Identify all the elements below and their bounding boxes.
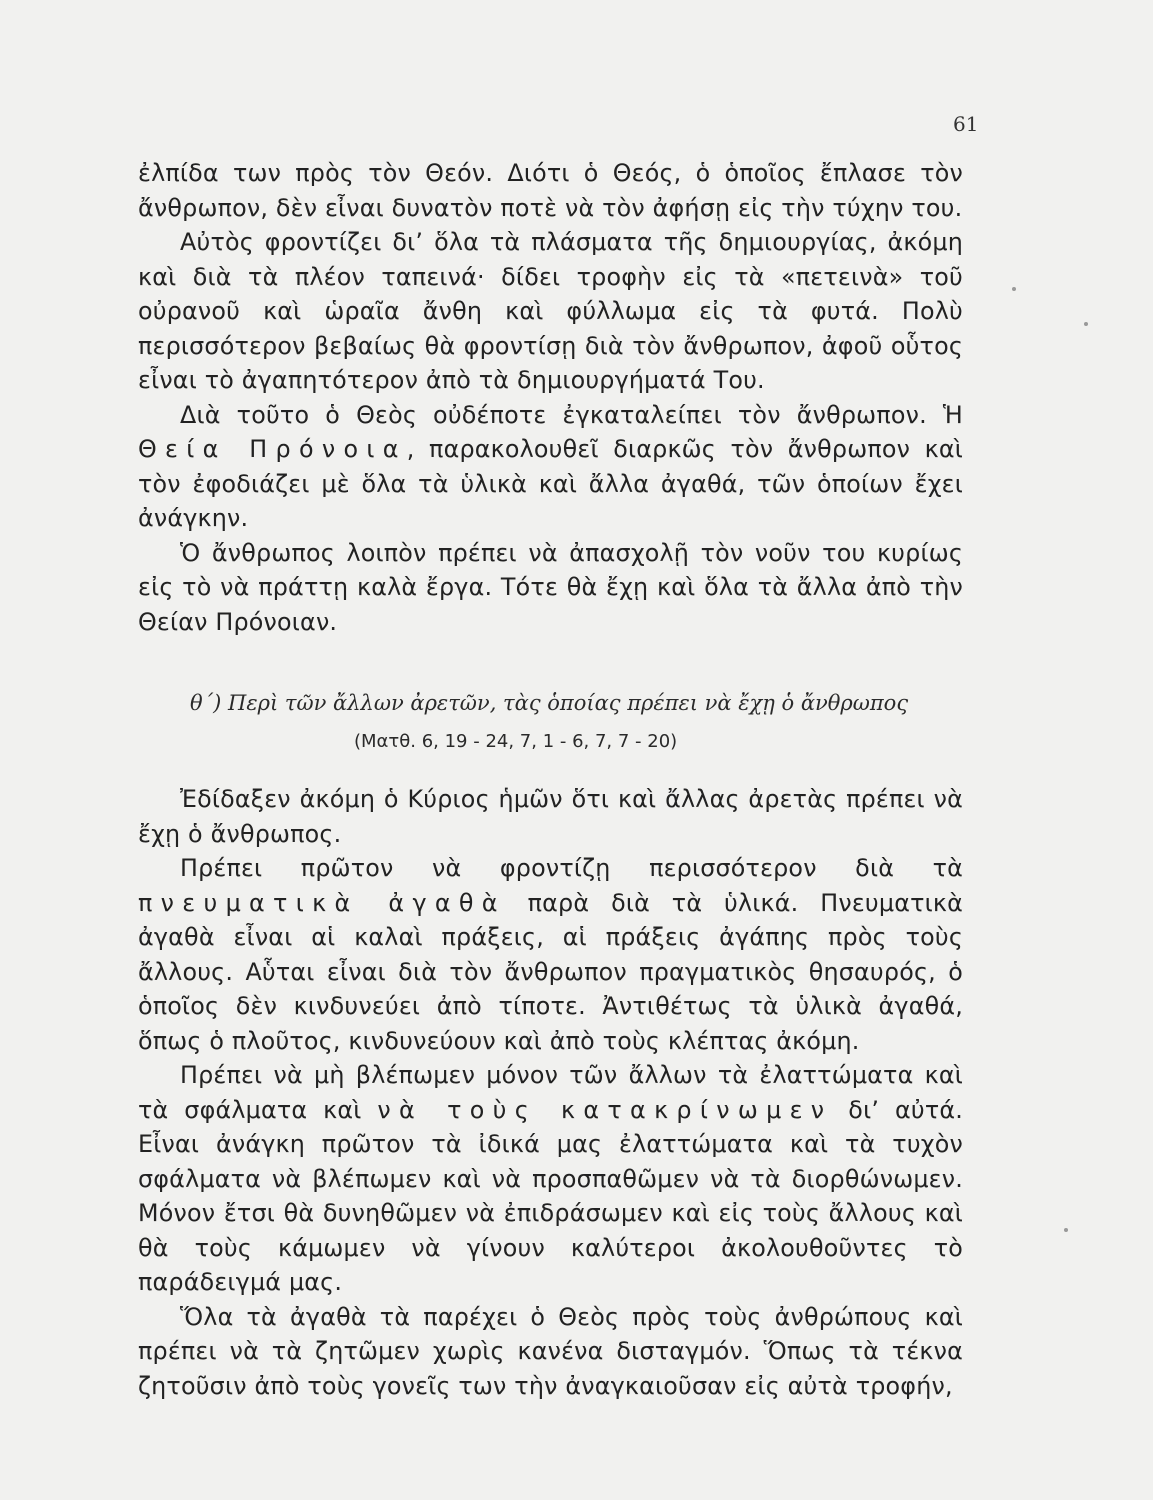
paragraph: Ὁ ἄνθρωπος λοιπὸν πρέπει νὰ ἀπασχολῇ τὸν νοῦν του κυρίως εἰς τὸ νὰ πράττῃ καλὰ ἔργα. Τότε θὰ ἔχῃ καὶ ὅλα τὰ ἄλλα ἀπὸ τὴν Θείαν Πρόνοιαν. (138, 538, 963, 636)
paragraph: Ὅλα τὰ ἀγαθὰ τὰ παρέχει ὁ Θεὸς πρὸς τοὺς ἀνθρώπους καὶ πρέπει νὰ τὰ ζητῶμεν χωρὶς κανένα δισταγμόν. Ὅπως τὰ τέκνα ζητοῦσιν ἀπὸ τοὺς γονεῖς των τὴν ἀναγκαιοῦσαν εἰς αὐτὰ τροφήν, (138, 1302, 963, 1400)
page-number: 61 (953, 112, 979, 136)
paragraph-text: Πρέπει πρῶτον νὰ φροντίζῃ περισσότερον διὰ τὰ (180, 854, 963, 882)
paper-speck (1064, 1228, 1068, 1232)
paragraph-text: Πρέπει νὰ μὴ βλέπωμεν μόνον τῶν ἄλλων τὰ ἐλαττώματα καὶ τὰ σφάλματα καὶ (138, 1061, 963, 1124)
paper-speck (1012, 287, 1016, 291)
paragraph-text: παρὰ διὰ τὰ ὑλικά. Πνευματικὰ ἀγαθὰ εἶναι αἱ καλαὶ πράξεις, αἱ πράξεις ἀγάπης πρὸς τοὺς ἄλλους. Αὗται εἶναι διὰ τὸν ἄνθρωπον πραγματικὸς θησαυρός, ὁ ὁποῖος δὲν κινδυνεύει ἀπὸ τίποτε. Ἀντιθέτως τὰ ὑλικὰ ἀγαθά, ὅπως ὁ πλοῦτος, κινδυνεύουν καὶ ἀπὸ τοὺς κλέπτας ἀκόμη. (138, 888, 964, 1055)
paragraph: ἐλπίδα των πρὸς τὸν Θεόν. Διότι ὁ Θεός, ὁ ὁποῖος ἔπλασε τὸν ἄνθρωπον, δὲν εἶναι δυνατὸν ποτὲ νὰ τὸν ἀφήσῃ εἰς τὴν τύχην του. (138, 159, 963, 222)
text-block-bottom (138, 782, 963, 1403)
paper-speck (1084, 322, 1088, 326)
paragraph (138, 1058, 963, 1300)
paragraph (138, 398, 963, 536)
section-heading: θ΄) Περὶ τῶν ἄλλων ἀρετῶν, τὰς ὁποίας πρέπει νὰ ἔχῃ ὁ ἄνθρωπος (190, 691, 909, 715)
emphasized-term: πνευματικὰ ἀγαθὰ (138, 888, 506, 917)
paragraph: Αὐτὸς φροντίζει δι’ ὅλα τὰ πλάσματα τῆς δημιουργίας, ἀκόμη καὶ διὰ τὰ πλέον ταπεινά· δίδει τροφὴν εἰς τὰ «πετεινὰ» τοῦ οὐρανοῦ καὶ ὡραῖα ἄνθη καὶ φύλλωμα εἰς τὰ φυτά. Πολὺ περισσότερον βεβαίως θὰ φροντίσῃ διὰ τὸν ἄνθρωπον, ἀφοῦ οὗτος εἶναι τὸ ἀγαπητότερον ἀπὸ τὰ δημιουργήματά Του. (138, 228, 963, 394)
paragraph-text: , παρακολουθεῖ διαρκῶς τὸν ἄνθρωπον καὶ τὸν ἐφοδιάζει μὲ ὅλα τὰ ὑλικὰ καὶ ἄλλα ἀγαθά, τῶν ὁποίων ἔχει ἀνάγκην. (138, 435, 963, 532)
emphasized-term: Θεία Πρόνοια (138, 435, 407, 463)
paragraph: Ἐδίδαξεν ἀκόμη ὁ Κύριος ἡμῶν ὅτι καὶ ἄλλας ἀρετὰς πρέπει νὰ ἔχῃ ὁ ἄνθρωπος. (138, 785, 963, 848)
emphasized-term: νὰ τοὺς κατακρίνωμεν (377, 1095, 833, 1124)
paragraph-text: Διὰ τοῦτο ὁ Θεὸς οὐδέποτε ἐγκαταλείπει τὸν ἄνθρωπον. Ἡ (180, 400, 963, 429)
paragraph (138, 851, 963, 1058)
scripture-reference: (Ματθ. 6, 19 - 24, 7, 1 - 6, 7, 7 - 20) (354, 731, 678, 752)
text-block-top (138, 156, 963, 639)
paragraph-text: δι’ αὐτά. Εἶναι ἀνάγκη πρῶτον τὰ ἰδικά μας ἐλαττώματα καὶ τὰ τυχὸν σφάλματα νὰ βλέπωμεν καὶ νὰ προσπαθῶμεν νὰ τὰ διορθώνωμεν. Μόνον ἔτσι θὰ δυνηθῶμεν νὰ ἐπιδράσωμεν καὶ εἰς τοὺς ἄλλους καὶ θὰ τοὺς κάμωμεν νὰ γίνουν καλύτεροι ἀκολουθοῦντες τὸ παράδειγμά μας. (138, 1095, 963, 1296)
